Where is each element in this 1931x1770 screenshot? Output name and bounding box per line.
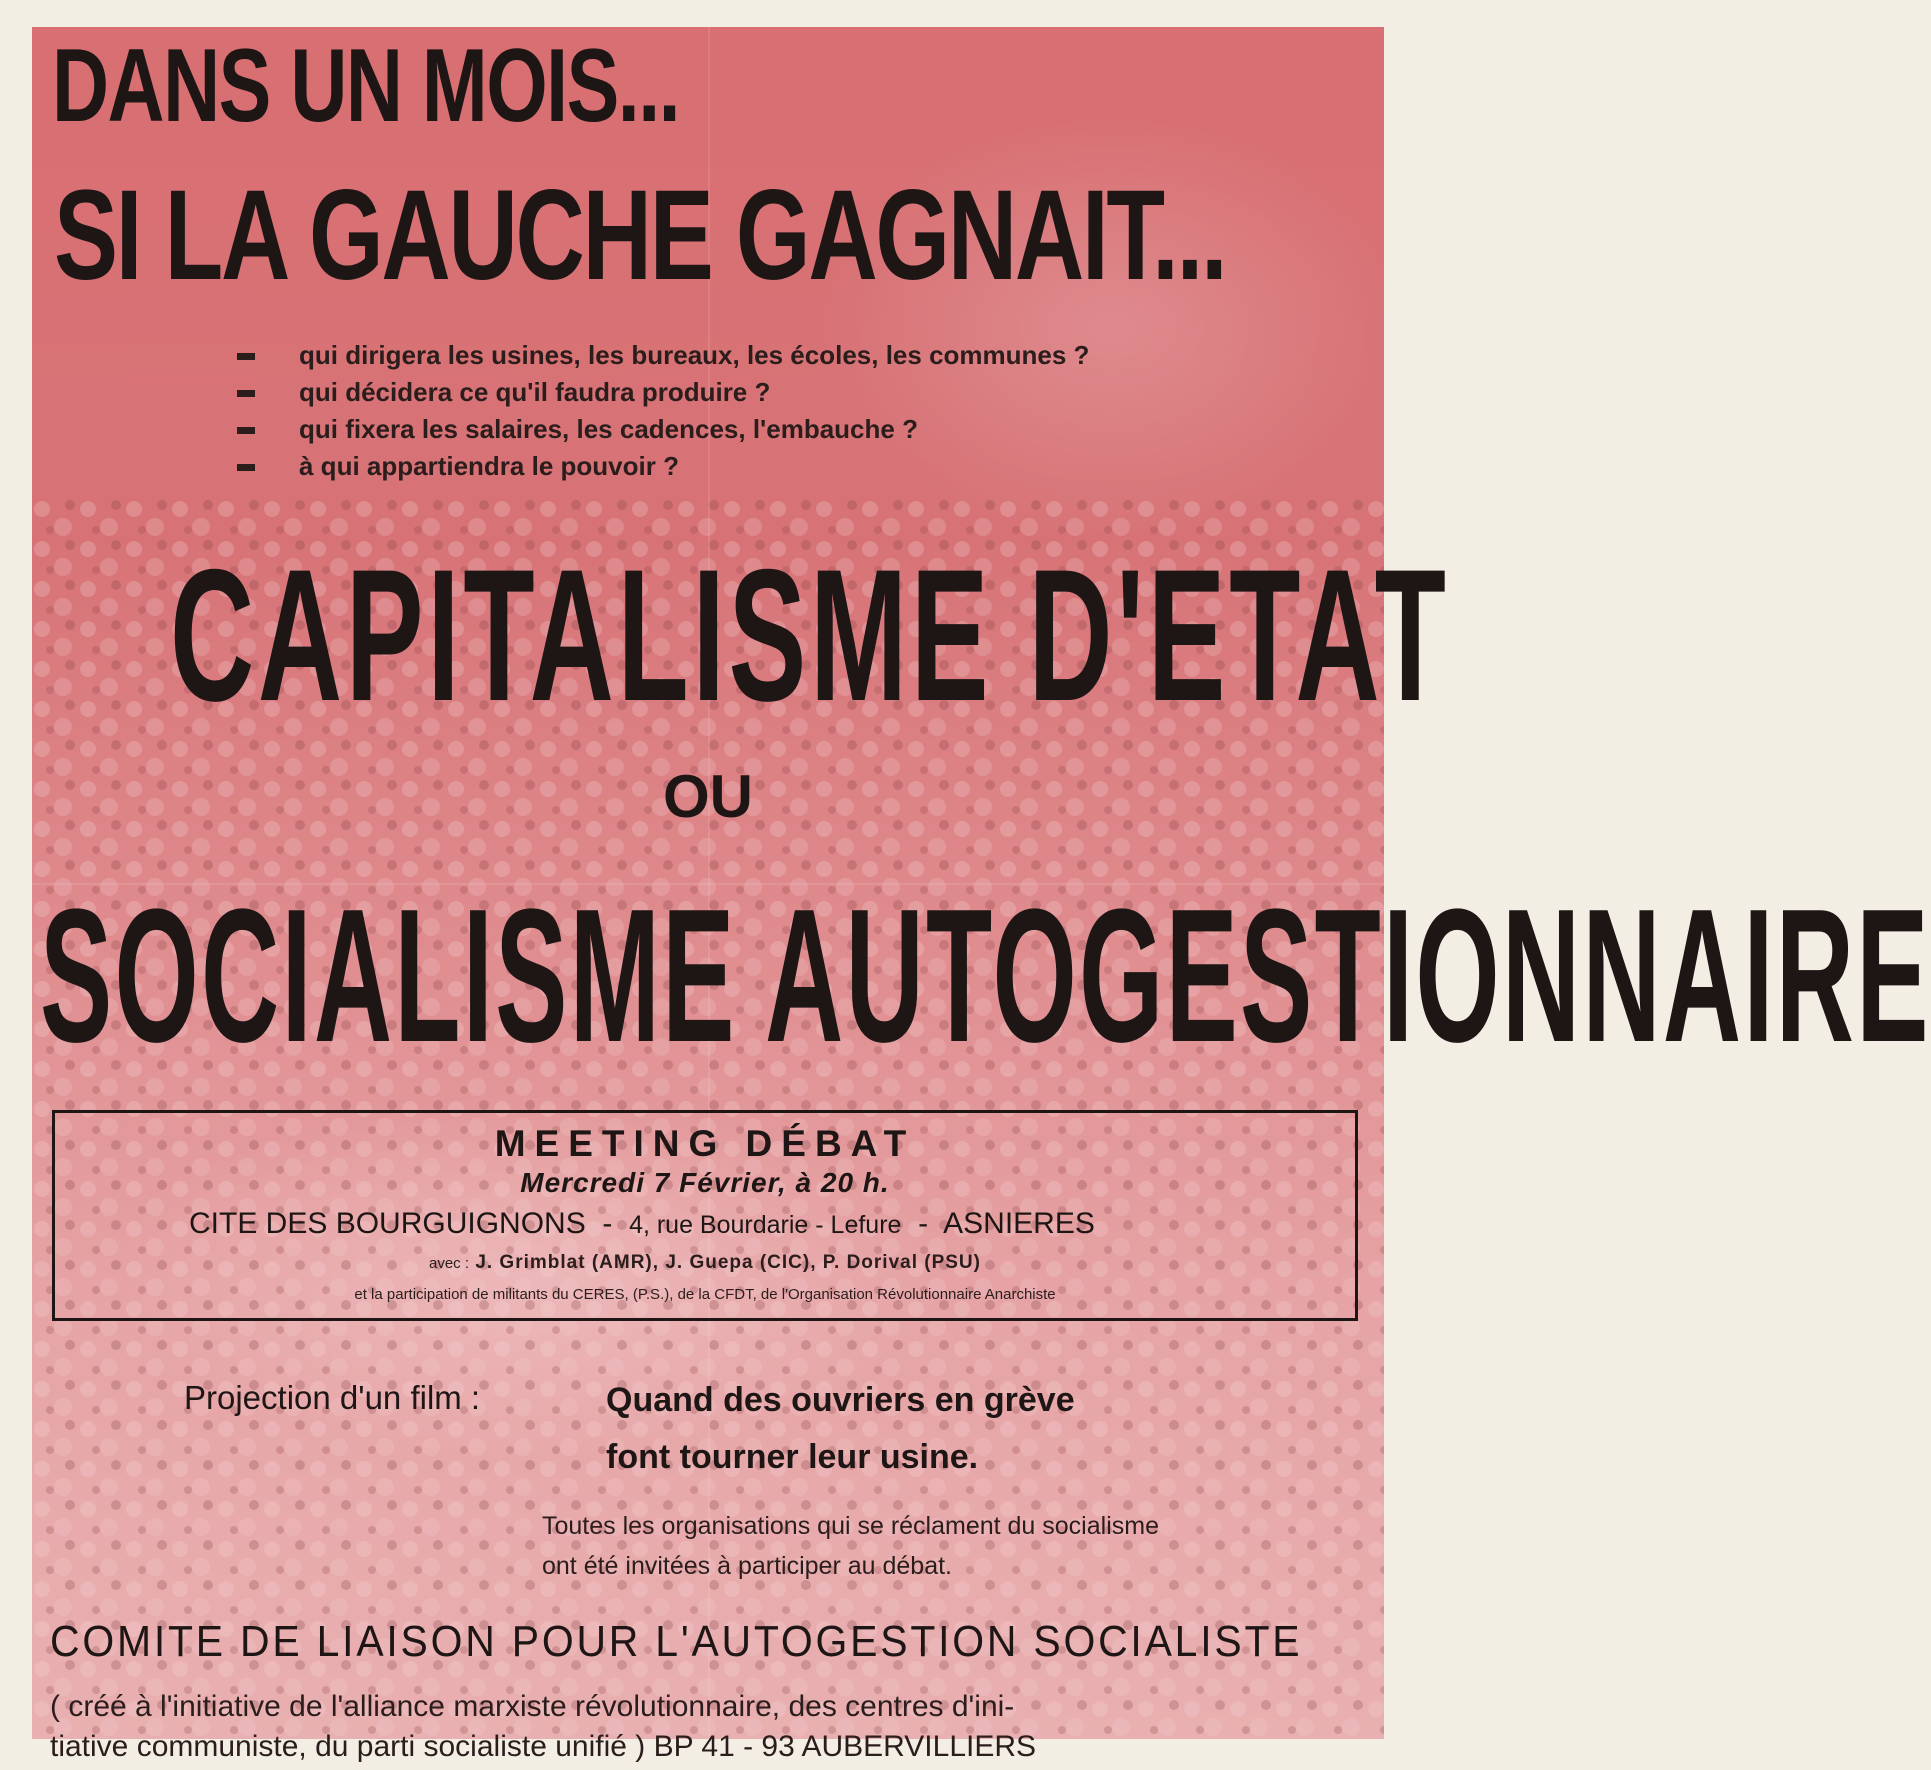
speakers: J. Grimblat (AMR), J. Guepa (CIC), P. Dorival (PSU) [475,1252,981,1273]
organizer-note-line-2: tiative communiste, du parti socialiste unifié ) BP 41 - 93 AUBERVILLIERS [50,1730,1037,1763]
venue-city: ASNIERES [943,1207,1095,1240]
meeting-box [52,1110,1358,1321]
slogan-socialisme: SOCIALISME AUTOGESTIONNAIRE [40,870,1931,1082]
participation-line: et la participation de militants du CERES, (P.S.), de la CFDT, de l'Organisation Révolutionnaire Anarchiste [354,1286,1056,1303]
invitation-note [542,1506,1159,1586]
film-title [606,1372,1075,1486]
invitation-line-2: ont été invitées à participer au débat. [542,1552,952,1580]
meeting-venue: CITE DES BOURGUIGNONS - 4, rue Bourdarie - Lefure - ASNIERES [189,1207,1095,1240]
invitation-line-1: Toutes les organisations qui se réclament du socialisme [542,1512,1159,1540]
venue-address: 4, rue Bourdarie - Lefure [629,1211,902,1239]
dash-bullet [237,427,255,434]
film-label: Projection d'un film : [184,1379,481,1416]
speakers-prefix: avec : [429,1255,470,1272]
film-title-line-1: Quand des ouvriers en grève [606,1381,1075,1419]
slogan-capitalisme: CAPITALISME D'ETAT [170,530,1450,740]
venue-name: CITE DES BOURGUIGNONS [189,1207,586,1240]
headline-line-1: DANS UN MOIS... [52,28,680,144]
headline-line-2: SI LA GAUCHE GAGNAIT... [54,164,1226,307]
dash-bullet [237,353,255,360]
organizer-note [50,1687,1036,1767]
speakers-line [55,1252,1355,1274]
film-title-line-2: font tourner leur usine. [606,1438,979,1476]
organizer-note-line-1: ( créé à l'initiative de l'alliance marxiste révolutionnaire, des centres d'ini- [50,1690,1015,1723]
meeting-date: Mercredi 7 Février, à 20 h. [520,1167,890,1198]
dash-bullet [237,464,255,471]
meeting-title: MEETING DÉBAT [494,1123,916,1164]
poster: DANS UN MOIS... SI LA GAUCHE GAGNAIT... qui dirigera les usines, les bureaux, les écoles, les communes ? qui décidera ce qu'il faudra produire ? qui fixera les salaires, les cadences, l'embauche ? à qui appartiendra le pouvoir ? CAPITALISME D'ETAT OU SOCIALISME AUTOGESTIONNAIRE MEETING DÉBAT Mercredi 7 Février, à 20 h. CITE DES BOURGUIGNONS - 4, rue Bourdarie - Lefure - ASNIERES avec : J. Grimblat (AMR), J. Guepa (CIC), P. Dorival (PSU) et la participation de militants du CERES, (P.S.), de la CFDT, de l'Organisation Révolutionnaire Anarchiste Projection d'un film : Quand des ouvriers en grève font tourner leur usine. Toutes les organisations qui se réclament du socialisme ont été invitées à participer au débat. COMITE DE LIAISON POUR L'AUTOGESTION SOCIALISTE ( créé à l'initiative de l'alliance marxiste révolutionnaire, des centres d'ini- tiative communiste, du parti socialiste unifié ) BP 41 - 93 AUBERVILLIERS [32,27,1384,1739]
organizer-name: COMITE DE LIAISON POUR L'AUTOGESTION SOCIALISTE [50,1617,1303,1666]
dash-bullet [237,390,255,397]
slogan-ou: OU [663,763,753,830]
